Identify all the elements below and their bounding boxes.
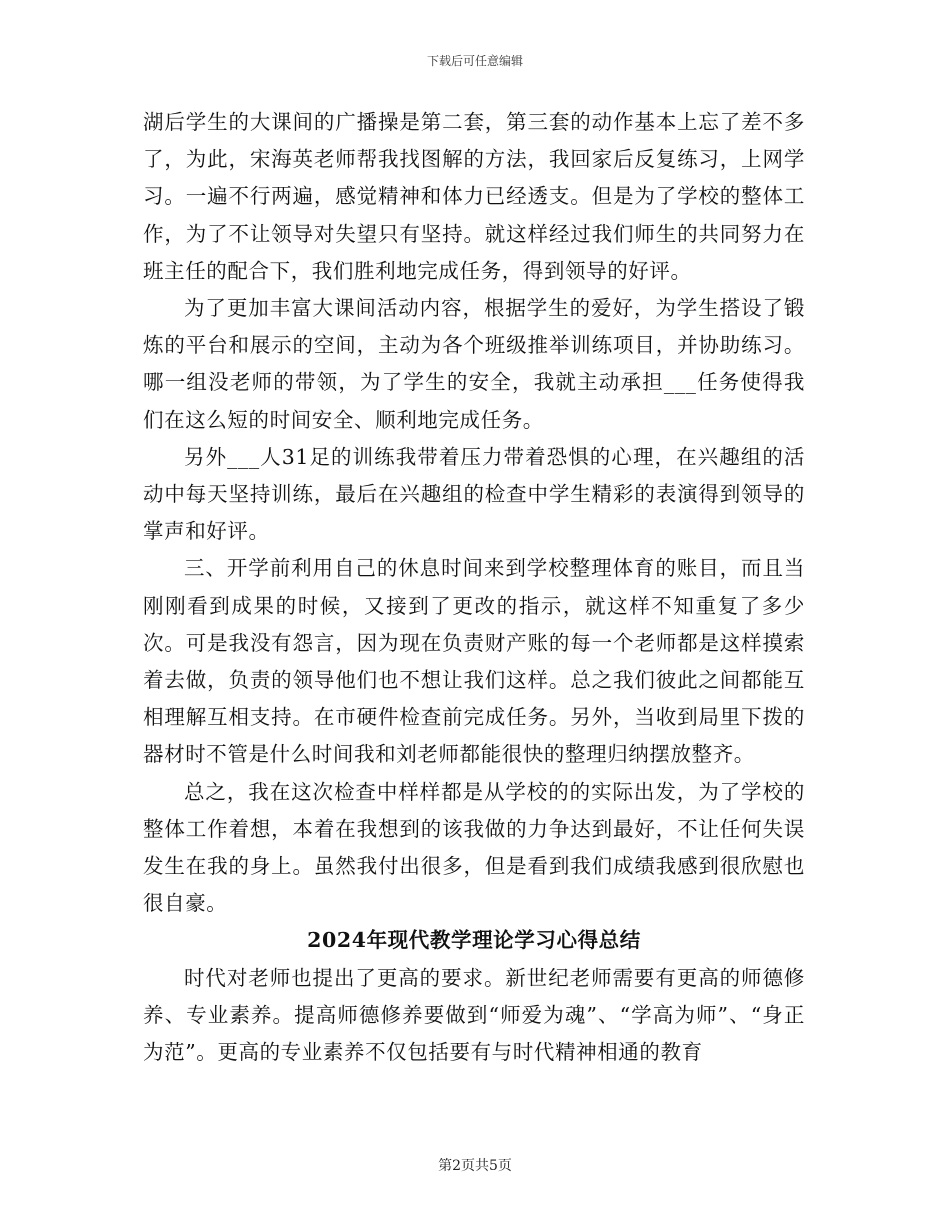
paragraph: 另外___人31足的训练我带着压力带着恐惧的心理，在兴趣组的活动中每天坚持训练，最后在兴趣组的检查中学生精彩的表演得到领导的掌声和好评。 xyxy=(143,444,805,544)
section-title: 2024年现代教学理论学习心得总结 xyxy=(307,928,641,953)
paragraph: 为了更加丰富大课间活动内容，根据学生的爱好，为学生搭设了锻炼的平台和展示的空间，主动为各个班级推举训练项目，并协助练习。哪一组没老师的带领，为了学生的安全，我就主动承担___任务使得我们在这么短的时间安全、顺利地完成任务。 xyxy=(143,296,805,432)
page-number: 第2页共5页 xyxy=(438,1158,512,1174)
paragraph: 三、开学前利用自己的休息时间来到学校整理体育的账目，而且当刚刚看到成果的时候，又接到了更改的指示，就这样不知重复了多少次。可是我没有怨言，因为现在负责财产账的每一个老师都是这样摸索着去做，负责的领导他们也不想让我们这样。总之我们彼此之间都能互相理解互相支持。在市硬件检查前完成任务。另外，当收到局里下拨的器材时不管是什么时间我和刘老师都能很快的整理归纳摆放整齐。 xyxy=(143,556,805,767)
document-body xyxy=(143,104,805,1071)
paragraph: 时代对老师也提出了更高的要求。新世纪老师需要有更高的师德修养、专业素养。提高师德修养要做到“师爱为魂”、“学高为师”、“身正为范”。更高的专业素养不仅包括要有与时代精神相通的教育 xyxy=(143,965,805,1065)
paragraph-continued: 湖后学生的大课间的广播操是第二套，第三套的动作基本上忘了差不多了，为此，宋海英老师帮我找图解的方法，我回家后反复练习，上网学习。一遍不行两遍，感觉精神和体力已经透支。但是为了学校的整体工作，为了不让领导对失望只有坚持。就这样经过我们师生的共同努力在班主任的配合下，我们胜利地完成任务，得到领导的好评。 xyxy=(143,110,805,283)
paragraph: 总之，我在这次检查中样样都是从学校的的实际出发，为了学校的整体工作着想，本着在我想到的该我做的力争达到最好，不让任何失误发生在我的身上。虽然我付出很多，但是看到我们成绩我感到很欣慰也很自豪。 xyxy=(143,779,805,916)
page-header: 下载后可任意编辑 xyxy=(426,54,523,68)
